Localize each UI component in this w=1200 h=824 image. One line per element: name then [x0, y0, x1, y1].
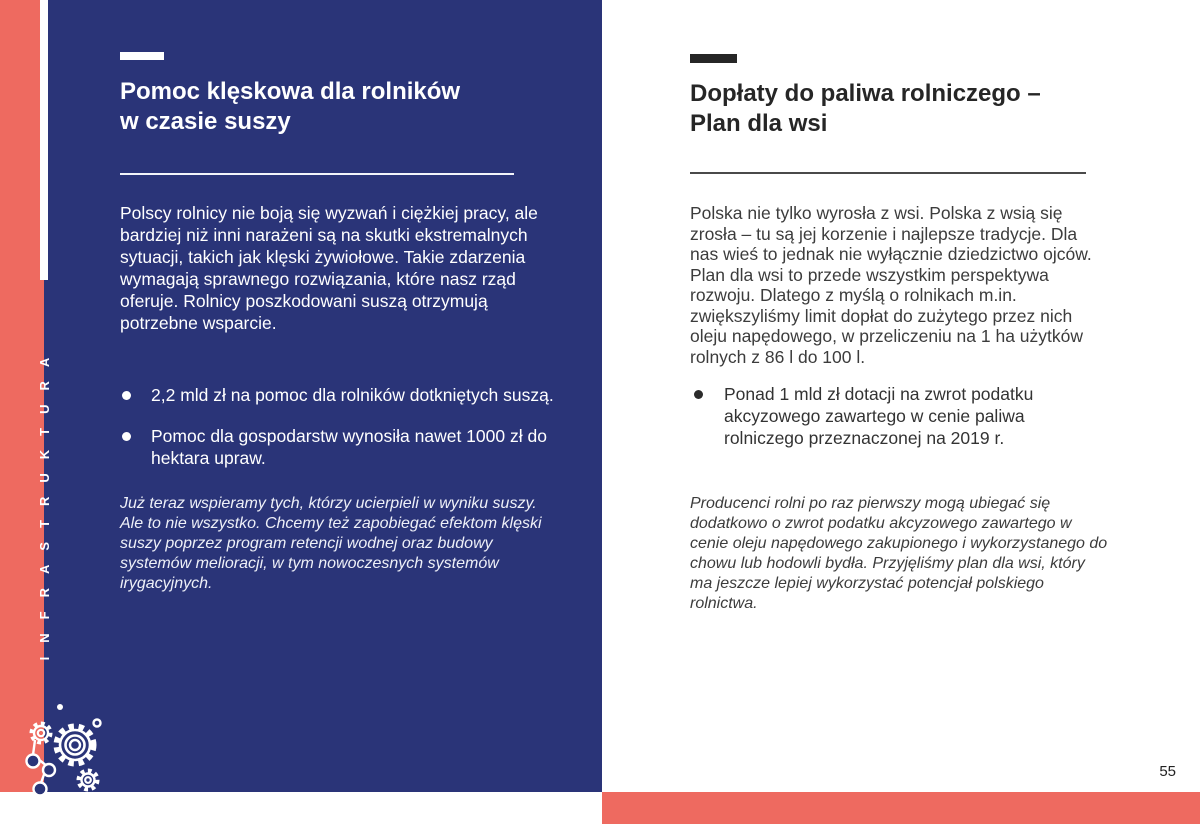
- title-rule-right: [690, 172, 1086, 174]
- right-note-paragraph: Producenci rolni po raz pierwszy mogą ubiegać się dodatkowo o zwrot podatku akcyzowego zawartego w cenie oleju napędowego zakupionego i wykorzystanego do chowu lub hodowli bydła. Przyjęliśmy plan dla wsi, który ma jeszcze lepiej wykorzystać potencjał polskiego rolnictwa.: [690, 495, 1108, 612]
- bottom-accent-bar: [602, 792, 1200, 824]
- left-title-line1: Pomoc klęskowa dla rolników: [120, 78, 461, 105]
- title-dash-right: [690, 54, 737, 63]
- section-label-vertical: INFRASTRUKTURA: [37, 343, 52, 661]
- title-dash-left: [120, 52, 164, 60]
- left-body-paragraph: Polscy rolnicy nie boją się wyzwań i ciężkiej pracy, ale bardziej niż inni narażeni są na skutki ekstremalnych sytuacji, takich jak klęski żywiołowe. Takie zdarzenia wymagają sprawnego rozwiązania, które nasz rząd oferuje. Rolnicy poszkodowani suszą otrzymują potrzebne wsparcie.: [120, 203, 538, 333]
- gears-icon: [20, 698, 120, 796]
- list-item: [694, 383, 1094, 449]
- right-title-line2: Plan dla wsi: [690, 110, 828, 137]
- right-body-paragraph: Polska nie tylko wyrosła z wsi. Polska z wsią się zrosła – tu są jej korzenie i najlepsze tradycje. Dla nas wieś to jednak nie wyłącznie dziedzictwo ojców. Plan dla wsi to przede wszystkim perspektywa rozwoju. Dlatego z myślą o rolnikach m.in. zwiększyliśmy limit dopłat do zużytego przez nich oleju napędowego, w przeliczeniu na 1 ha użytków rolnych z 86 l do 100 l.: [690, 203, 1092, 367]
- list-item: [122, 425, 558, 469]
- left-bullet-list: [122, 384, 558, 488]
- left-article-title: [120, 77, 560, 137]
- bullet-text: Pomoc dla gospodarstw wynosiła nawet 1000 zł do hektara upraw.: [151, 426, 547, 468]
- right-article-title: [690, 79, 1100, 139]
- bullet-text: 2,2 mld zł na pomoc dla rolników dotkniętych suszą.: [151, 385, 554, 405]
- right-bullet-list: [694, 383, 1094, 449]
- left-title-line2: w czasie suszy: [120, 108, 291, 135]
- left-note-paragraph: Już teraz wspieramy tych, którzy ucierpieli w wyniku suszy. Ale to nie wszystko. Chcemy też zapobiegać efektom klęski suszy poprzez program retencji wodnej oraz budowy systemów melioracji, w tym nowoczesnych systemów irygacyjnych.: [120, 495, 542, 592]
- bullet-dot-icon: [694, 390, 703, 399]
- bullet-dot-icon: [122, 391, 131, 400]
- bullet-text: Ponad 1 mld zł dotacji na zwrot podatku akcyzowego zawartego w cenie paliwa rolniczego przeznaczonej na 2019 r.: [724, 384, 1034, 448]
- bullet-dot-icon: [122, 432, 131, 441]
- vertical-divider-stripe: [40, 0, 48, 280]
- list-item: [122, 384, 558, 406]
- page-number: 55: [1159, 763, 1176, 780]
- title-rule-left: [120, 173, 514, 175]
- right-title-line1: Dopłaty do paliwa rolniczego –: [690, 80, 1041, 107]
